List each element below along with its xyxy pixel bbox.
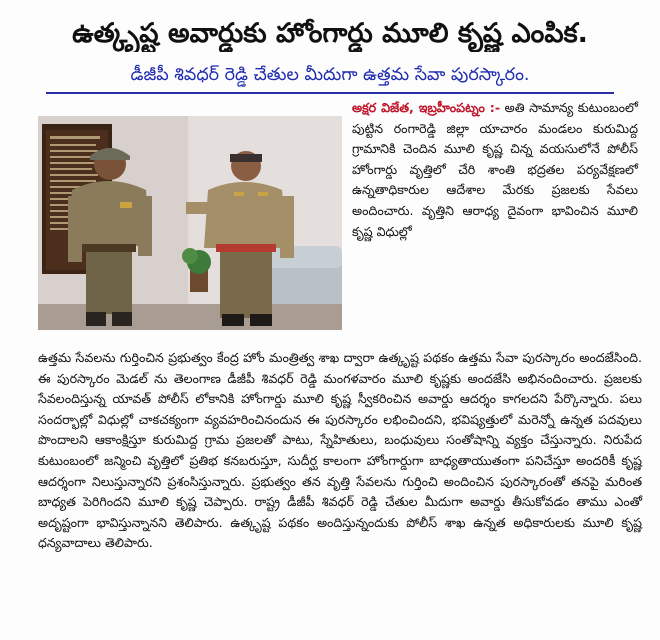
news-photo [38,116,342,330]
article-body-top-text: అతి సామాన్య కుటుంబంలో పుట్టిన రంగారెడ్డి జిల్లా యాచారం మండలం కురుమిద్ద గ్రామానికి చెందిన మూలి కృష్ణ చిన్న వయసులోనే పోలీస్ హోంగార్డు వృత్తిలో చేరి శాంతి భద్రతల పర్యవేక్షణలో ఉన్నతాధికారుల ఆదేశాల మేరకు ప్రజలకు సేవలు అందించారు. వృత్తిని ఆరాధ్య దైవంగా భావించిన మూలి కృష్ణ విధుల్లో [352,100,638,239]
byline: అక్షర విజేత, ఇబ్రహీంపట్నం :- [352,100,501,115]
article-body-top [352,98,638,242]
subheadline: డీజీపీ శివధర్ రెడ్డి చేతుల మీదుగా ఉత్తమ సేవా పురస్కారం. [130,65,530,85]
headline: ఉత్కృష్ట అవార్డుకు హోంగార్డు మూలి కృష్ణ ఎంపిక. [72,18,588,49]
article-body-bottom: ఉత్తమ సేవలను గుర్తించిన ప్రభుత్వం కేంద్ర హోం మంత్రిత్వ శాఖ ద్వారా ఉత్కృష్ట పథకం ఉత్తమ సేవా పురస్కారం అందజేసింది. ఈ పురస్కారం మెడల్ ను తెలంగాణ డీజీపీ శివధర్ రెడ్డి మంగళవారం మూలి కృష్ణకు అందజేసి అభినందించారు. ప్రజలకు సేవలందిస్తున్న యావత్ పోలీస్ లోకానికి హోంగార్డు మూలి కృష్ణ స్వీకరించిన అవార్డు ఆదర్శం కాగలదని పేర్కొన్నారు. పలు సందర్భాల్లో విధుల్లో చాకచక్యంగా వ్యవహరించినందున ఈ పురస్కారం లభించిందని, భవిష్యత్తులో మరెన్నో ఉన్నత పదవులు పొందాలని ఆకాంక్షిస్తూ కురుమిద్ద గ్రామ ప్రజలతో పాటు, స్నేహితులు, బంధువులు సంతోషాన్ని వ్యక్తం చేస్తున్నారు. నిరుపేద కుటుంబంలో జన్మించి వృత్తిలో ప్రతిభ కనబరుస్తూ, సుదీర్ఘ కాలంగా హోంగార్డుగా బాధ్యతాయుతంగా పనిచేస్తూ అందరికీ కృష్ణ ఆదర్శంగా నిలుస్తున్నారని ప్రశంసిస్తున్నారు. ప్రభుత్వం తన వృత్తి సేవలను గుర్తించి అందించిన పురస్కారంతో తనపై మరింత బాధ్యత పెరిగిందని మూలి కృష్ణ చెప్పారు. రాష్ట్ర డీజీపీ శివధర్ రెడ్డి చేతుల మీదుగా అవార్డు తీసుకోవడం తాము ఎంతో అదృష్టంగా భావిస్తున్నానని తెలిపారు. ఉత్కృష్ట పథకం అందిస్తున్నందుకు పోలీస్ శాఖ ఉన్నత అధికారులకు మూలి కృష్ణ ధన్యవాదాలు తెలిపారు. [38,350,642,551]
subheadline-underline [46,92,614,94]
